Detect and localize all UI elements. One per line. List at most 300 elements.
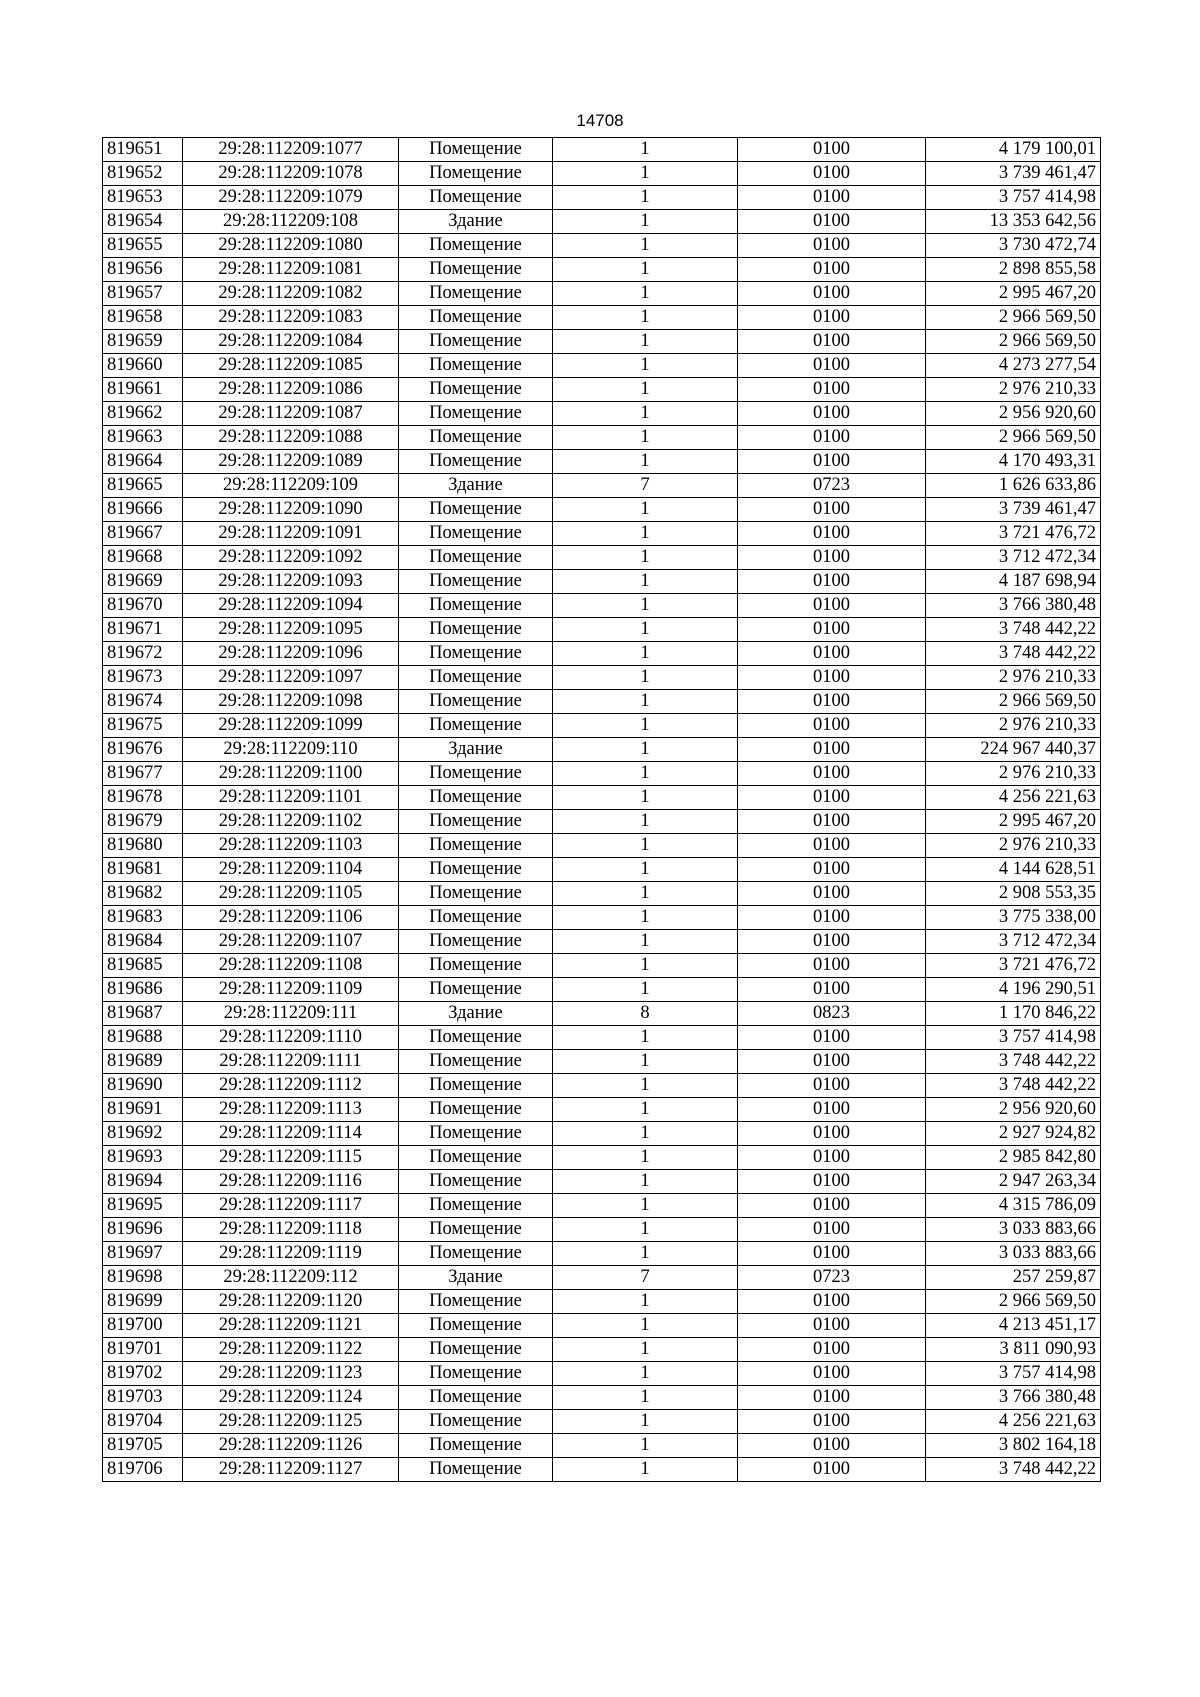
object-type-cell: Помещение xyxy=(399,1338,553,1362)
table-row xyxy=(103,1314,1101,1338)
group-cell: 1 xyxy=(553,1074,738,1098)
object-type-cell: Помещение xyxy=(399,1050,553,1074)
cadastral-number-cell: 29:28:112209:1100 xyxy=(183,762,399,786)
cadastral-number-cell: 29:28:112209:1082 xyxy=(183,282,399,306)
table-body xyxy=(103,138,1101,1482)
cadastral-value-cell: 3 739 461,47 xyxy=(926,498,1101,522)
cadastral-number-cell: 29:28:112209:1107 xyxy=(183,930,399,954)
cadastral-value-cell: 2 976 210,33 xyxy=(926,378,1101,402)
group-cell: 1 xyxy=(553,810,738,834)
group-cell: 1 xyxy=(553,738,738,762)
cadastral-value-cell: 3 748 442,22 xyxy=(926,1458,1101,1482)
object-type-cell: Помещение xyxy=(399,1290,553,1314)
group-cell: 1 xyxy=(553,570,738,594)
group-cell: 1 xyxy=(553,690,738,714)
cadastral-value-cell: 3 748 442,22 xyxy=(926,642,1101,666)
table-row xyxy=(103,666,1101,690)
object-type-cell: Помещение xyxy=(399,1362,553,1386)
cadastral-value-cell: 3 748 442,22 xyxy=(926,1074,1101,1098)
code-cell: 0100 xyxy=(738,234,926,258)
row-number-cell: 819653 xyxy=(103,186,183,210)
object-type-cell: Помещение xyxy=(399,402,553,426)
object-type-cell: Помещение xyxy=(399,858,553,882)
cadastral-value-cell: 2 976 210,33 xyxy=(926,714,1101,738)
cadastral-number-cell: 29:28:112209:1087 xyxy=(183,402,399,426)
group-cell: 1 xyxy=(553,594,738,618)
code-cell: 0100 xyxy=(738,1050,926,1074)
code-cell: 0100 xyxy=(738,1242,926,1266)
cadastral-value-cell: 3 748 442,22 xyxy=(926,1050,1101,1074)
code-cell: 0100 xyxy=(738,762,926,786)
code-cell: 0100 xyxy=(738,690,926,714)
cadastral-value-cell: 3 757 414,98 xyxy=(926,1026,1101,1050)
cadastral-value-cell: 224 967 440,37 xyxy=(926,738,1101,762)
table-row xyxy=(103,546,1101,570)
row-number-cell: 819655 xyxy=(103,234,183,258)
row-number-cell: 819704 xyxy=(103,1410,183,1434)
table-row xyxy=(103,810,1101,834)
code-cell: 0100 xyxy=(738,1410,926,1434)
table-row xyxy=(103,330,1101,354)
group-cell: 1 xyxy=(553,306,738,330)
cadastral-number-cell: 29:28:112209:1120 xyxy=(183,1290,399,1314)
object-type-cell: Помещение xyxy=(399,1074,553,1098)
row-number-cell: 819669 xyxy=(103,570,183,594)
object-type-cell: Помещение xyxy=(399,522,553,546)
code-cell: 0100 xyxy=(738,1026,926,1050)
table-row xyxy=(103,402,1101,426)
cadastral-number-cell: 29:28:112209:1126 xyxy=(183,1434,399,1458)
cadastral-value-cell: 3 757 414,98 xyxy=(926,1362,1101,1386)
group-cell: 1 xyxy=(553,282,738,306)
group-cell: 1 xyxy=(553,858,738,882)
cadastral-number-cell: 29:28:112209:1113 xyxy=(183,1098,399,1122)
cadastral-number-cell: 29:28:112209:1077 xyxy=(183,138,399,162)
code-cell: 0100 xyxy=(738,450,926,474)
cadastral-number-cell: 29:28:112209:1094 xyxy=(183,594,399,618)
cadastral-number-cell: 29:28:112209:1086 xyxy=(183,378,399,402)
object-type-cell: Помещение xyxy=(399,594,553,618)
code-cell: 0100 xyxy=(738,618,926,642)
object-type-cell: Помещение xyxy=(399,1458,553,1482)
row-number-cell: 819661 xyxy=(103,378,183,402)
code-cell: 0100 xyxy=(738,426,926,450)
cadastral-number-cell: 29:28:112209:112 xyxy=(183,1266,399,1290)
group-cell: 1 xyxy=(553,954,738,978)
cadastral-number-cell: 29:28:112209:1097 xyxy=(183,666,399,690)
object-type-cell: Помещение xyxy=(399,498,553,522)
cadastral-number-cell: 29:28:112209:1117 xyxy=(183,1194,399,1218)
row-number-cell: 819692 xyxy=(103,1122,183,1146)
group-cell: 1 xyxy=(553,1386,738,1410)
row-number-cell: 819689 xyxy=(103,1050,183,1074)
object-type-cell: Помещение xyxy=(399,354,553,378)
cadastral-number-cell: 29:28:112209:1121 xyxy=(183,1314,399,1338)
object-type-cell: Помещение xyxy=(399,1434,553,1458)
row-number-cell: 819657 xyxy=(103,282,183,306)
group-cell: 1 xyxy=(553,1458,738,1482)
table-row xyxy=(103,1338,1101,1362)
row-number-cell: 819685 xyxy=(103,954,183,978)
code-cell: 0100 xyxy=(738,138,926,162)
object-type-cell: Помещение xyxy=(399,1386,553,1410)
cadastral-number-cell: 29:28:112209:1088 xyxy=(183,426,399,450)
cadastral-number-cell: 29:28:112209:110 xyxy=(183,738,399,762)
code-cell: 0100 xyxy=(738,546,926,570)
cadastral-value-cell: 2 956 920,60 xyxy=(926,1098,1101,1122)
row-number-cell: 819680 xyxy=(103,834,183,858)
cadastral-value-cell: 3 739 461,47 xyxy=(926,162,1101,186)
object-type-cell: Помещение xyxy=(399,450,553,474)
object-type-cell: Помещение xyxy=(399,954,553,978)
object-type-cell: Помещение xyxy=(399,1170,553,1194)
code-cell: 0100 xyxy=(738,930,926,954)
row-number-cell: 819651 xyxy=(103,138,183,162)
code-cell: 0100 xyxy=(738,666,926,690)
group-cell: 1 xyxy=(553,210,738,234)
group-cell: 1 xyxy=(553,1242,738,1266)
table-row xyxy=(103,1458,1101,1482)
table-row xyxy=(103,1050,1101,1074)
row-number-cell: 819686 xyxy=(103,978,183,1002)
group-cell: 1 xyxy=(553,546,738,570)
object-type-cell: Помещение xyxy=(399,786,553,810)
object-type-cell: Помещение xyxy=(399,234,553,258)
table-row xyxy=(103,882,1101,906)
row-number-cell: 819679 xyxy=(103,810,183,834)
row-number-cell: 819699 xyxy=(103,1290,183,1314)
cadastral-value-cell: 4 187 698,94 xyxy=(926,570,1101,594)
code-cell: 0100 xyxy=(738,1362,926,1386)
object-type-cell: Помещение xyxy=(399,282,553,306)
code-cell: 0100 xyxy=(738,738,926,762)
group-cell: 1 xyxy=(553,1050,738,1074)
row-number-cell: 819695 xyxy=(103,1194,183,1218)
row-number-cell: 819670 xyxy=(103,594,183,618)
row-number-cell: 819688 xyxy=(103,1026,183,1050)
cadastral-value-cell: 2 908 553,35 xyxy=(926,882,1101,906)
row-number-cell: 819703 xyxy=(103,1386,183,1410)
table-row xyxy=(103,738,1101,762)
table-row xyxy=(103,426,1101,450)
cadastral-value-cell: 3 748 442,22 xyxy=(926,618,1101,642)
object-type-cell: Помещение xyxy=(399,690,553,714)
cadastral-value-cell: 3 766 380,48 xyxy=(926,1386,1101,1410)
code-cell: 0100 xyxy=(738,1338,926,1362)
code-cell: 0100 xyxy=(738,1170,926,1194)
code-cell: 0100 xyxy=(738,1098,926,1122)
object-type-cell: Помещение xyxy=(399,1242,553,1266)
code-cell: 0100 xyxy=(738,282,926,306)
table-row xyxy=(103,1362,1101,1386)
page-number: 14708 xyxy=(576,111,624,130)
row-number-cell: 819677 xyxy=(103,762,183,786)
object-type-cell: Помещение xyxy=(399,618,553,642)
cadastral-number-cell: 29:28:112209:1102 xyxy=(183,810,399,834)
group-cell: 1 xyxy=(553,930,738,954)
table-row xyxy=(103,1242,1101,1266)
object-type-cell: Помещение xyxy=(399,1098,553,1122)
cadastral-value-cell: 2 966 569,50 xyxy=(926,1290,1101,1314)
row-number-cell: 819666 xyxy=(103,498,183,522)
object-type-cell: Помещение xyxy=(399,330,553,354)
table-row xyxy=(103,1122,1101,1146)
cadastral-value-cell: 4 256 221,63 xyxy=(926,786,1101,810)
object-type-cell: Помещение xyxy=(399,426,553,450)
code-cell: 0100 xyxy=(738,858,926,882)
row-number-cell: 819652 xyxy=(103,162,183,186)
row-number-cell: 819676 xyxy=(103,738,183,762)
code-cell: 0100 xyxy=(738,1146,926,1170)
code-cell: 0100 xyxy=(738,162,926,186)
object-type-cell: Помещение xyxy=(399,642,553,666)
object-type-cell: Помещение xyxy=(399,810,553,834)
row-number-cell: 819687 xyxy=(103,1002,183,1026)
row-number-cell: 819658 xyxy=(103,306,183,330)
row-number-cell: 819678 xyxy=(103,786,183,810)
code-cell: 0100 xyxy=(738,1074,926,1098)
table-row xyxy=(103,234,1101,258)
group-cell: 1 xyxy=(553,618,738,642)
table-row xyxy=(103,1218,1101,1242)
cadastral-number-cell: 29:28:112209:111 xyxy=(183,1002,399,1026)
code-cell: 0100 xyxy=(738,714,926,738)
cadastral-value-cell: 4 144 628,51 xyxy=(926,858,1101,882)
table-row xyxy=(103,1002,1101,1026)
cadastral-value-cell: 3 757 414,98 xyxy=(926,186,1101,210)
cadastral-value-cell: 3 712 472,34 xyxy=(926,546,1101,570)
row-number-cell: 819674 xyxy=(103,690,183,714)
cadastral-value-cell: 4 315 786,09 xyxy=(926,1194,1101,1218)
cadastral-number-cell: 29:28:112209:1123 xyxy=(183,1362,399,1386)
code-cell: 0100 xyxy=(738,1434,926,1458)
cadastral-value-cell: 2 976 210,33 xyxy=(926,666,1101,690)
group-cell: 1 xyxy=(553,762,738,786)
group-cell: 1 xyxy=(553,666,738,690)
group-cell: 1 xyxy=(553,1146,738,1170)
cadastral-number-cell: 29:28:112209:1092 xyxy=(183,546,399,570)
cadastral-number-cell: 29:28:112209:1079 xyxy=(183,186,399,210)
cadastral-value-cell: 2 976 210,33 xyxy=(926,762,1101,786)
row-number-cell: 819698 xyxy=(103,1266,183,1290)
group-cell: 1 xyxy=(553,978,738,1002)
row-number-cell: 819664 xyxy=(103,450,183,474)
row-number-cell: 819654 xyxy=(103,210,183,234)
cadastral-value-cell: 3 712 472,34 xyxy=(926,930,1101,954)
object-type-cell: Помещение xyxy=(399,1314,553,1338)
code-cell: 0100 xyxy=(738,810,926,834)
cadastral-number-cell: 29:28:112209:1105 xyxy=(183,882,399,906)
group-cell: 1 xyxy=(553,1434,738,1458)
group-cell: 1 xyxy=(553,522,738,546)
row-number-cell: 819681 xyxy=(103,858,183,882)
table-row xyxy=(103,858,1101,882)
group-cell: 1 xyxy=(553,906,738,930)
row-number-cell: 819667 xyxy=(103,522,183,546)
code-cell: 0100 xyxy=(738,354,926,378)
cadastral-number-cell: 29:28:112209:1093 xyxy=(183,570,399,594)
object-type-cell: Помещение xyxy=(399,882,553,906)
cadastral-number-cell: 29:28:112209:1119 xyxy=(183,1242,399,1266)
code-cell: 0100 xyxy=(738,978,926,1002)
group-cell: 1 xyxy=(553,882,738,906)
cadastral-value-cell: 4 170 493,31 xyxy=(926,450,1101,474)
object-type-cell: Помещение xyxy=(399,978,553,1002)
cadastral-number-cell: 29:28:112209:1091 xyxy=(183,522,399,546)
group-cell: 1 xyxy=(553,1362,738,1386)
row-number-cell: 819690 xyxy=(103,1074,183,1098)
cadastral-number-cell: 29:28:112209:1080 xyxy=(183,234,399,258)
cadastral-number-cell: 29:28:112209:1090 xyxy=(183,498,399,522)
group-cell: 1 xyxy=(553,1170,738,1194)
group-cell: 1 xyxy=(553,1314,738,1338)
row-number-cell: 819697 xyxy=(103,1242,183,1266)
table-row xyxy=(103,306,1101,330)
table-row xyxy=(103,474,1101,498)
object-type-cell: Помещение xyxy=(399,138,553,162)
cadastral-number-cell: 29:28:112209:1127 xyxy=(183,1458,399,1482)
row-number-cell: 819671 xyxy=(103,618,183,642)
code-cell: 0100 xyxy=(738,1218,926,1242)
group-cell: 7 xyxy=(553,474,738,498)
table-row xyxy=(103,1434,1101,1458)
group-cell: 1 xyxy=(553,786,738,810)
cadastral-value-cell: 2 927 924,82 xyxy=(926,1122,1101,1146)
table-row xyxy=(103,498,1101,522)
code-cell: 0100 xyxy=(738,498,926,522)
object-type-cell: Помещение xyxy=(399,546,553,570)
code-cell: 0100 xyxy=(738,1194,926,1218)
group-cell: 1 xyxy=(553,330,738,354)
table-row xyxy=(103,570,1101,594)
cadastral-value-cell: 3 802 164,18 xyxy=(926,1434,1101,1458)
group-cell: 1 xyxy=(553,834,738,858)
group-cell: 1 xyxy=(553,1122,738,1146)
code-cell: 0100 xyxy=(738,522,926,546)
cadastral-number-cell: 29:28:112209:1115 xyxy=(183,1146,399,1170)
cadastral-value-cell: 3 766 380,48 xyxy=(926,594,1101,618)
cadastral-value-cell: 1 170 846,22 xyxy=(926,1002,1101,1026)
table-row xyxy=(103,354,1101,378)
object-type-cell: Здание xyxy=(399,1266,553,1290)
code-cell: 0100 xyxy=(738,570,926,594)
object-type-cell: Помещение xyxy=(399,1122,553,1146)
group-cell: 1 xyxy=(553,1338,738,1362)
object-type-cell: Помещение xyxy=(399,306,553,330)
object-type-cell: Помещение xyxy=(399,258,553,282)
table-row xyxy=(103,690,1101,714)
cadastral-number-cell: 29:28:112209:1099 xyxy=(183,714,399,738)
group-cell: 1 xyxy=(553,234,738,258)
cadastral-value-table xyxy=(102,137,1101,1482)
table-row xyxy=(103,138,1101,162)
object-type-cell: Помещение xyxy=(399,162,553,186)
table-row xyxy=(103,594,1101,618)
row-number-cell: 819684 xyxy=(103,930,183,954)
cadastral-number-cell: 29:28:112209:1108 xyxy=(183,954,399,978)
group-cell: 1 xyxy=(553,138,738,162)
group-cell: 1 xyxy=(553,1410,738,1434)
group-cell: 1 xyxy=(553,186,738,210)
code-cell: 0100 xyxy=(738,1386,926,1410)
code-cell: 0100 xyxy=(738,786,926,810)
code-cell: 0100 xyxy=(738,1290,926,1314)
cadastral-number-cell: 29:28:112209:1104 xyxy=(183,858,399,882)
cadastral-value-cell: 3 721 476,72 xyxy=(926,522,1101,546)
cadastral-value-cell: 257 259,87 xyxy=(926,1266,1101,1290)
row-number-cell: 819660 xyxy=(103,354,183,378)
row-number-cell: 819696 xyxy=(103,1218,183,1242)
row-number-cell: 819702 xyxy=(103,1362,183,1386)
table-row xyxy=(103,762,1101,786)
code-cell: 0100 xyxy=(738,834,926,858)
code-cell: 0100 xyxy=(738,306,926,330)
row-number-cell: 819694 xyxy=(103,1170,183,1194)
table-row xyxy=(103,1290,1101,1314)
code-cell: 0100 xyxy=(738,210,926,234)
row-number-cell: 819665 xyxy=(103,474,183,498)
row-number-cell: 819675 xyxy=(103,714,183,738)
cadastral-number-cell: 29:28:112209:1122 xyxy=(183,1338,399,1362)
object-type-cell: Помещение xyxy=(399,570,553,594)
code-cell: 0100 xyxy=(738,1314,926,1338)
cadastral-value-cell: 3 721 476,72 xyxy=(926,954,1101,978)
table-row xyxy=(103,1146,1101,1170)
cadastral-number-cell: 29:28:112209:1078 xyxy=(183,162,399,186)
row-number-cell: 819705 xyxy=(103,1434,183,1458)
object-type-cell: Помещение xyxy=(399,1146,553,1170)
table-row xyxy=(103,786,1101,810)
table-row xyxy=(103,186,1101,210)
code-cell: 0100 xyxy=(738,954,926,978)
object-type-cell: Помещение xyxy=(399,930,553,954)
group-cell: 1 xyxy=(553,258,738,282)
object-type-cell: Здание xyxy=(399,210,553,234)
object-type-cell: Помещение xyxy=(399,1194,553,1218)
cadastral-number-cell: 29:28:112209:1106 xyxy=(183,906,399,930)
cadastral-value-cell: 3 775 338,00 xyxy=(926,906,1101,930)
group-cell: 1 xyxy=(553,378,738,402)
cadastral-value-cell: 2 995 467,20 xyxy=(926,810,1101,834)
code-cell: 0100 xyxy=(738,594,926,618)
cadastral-number-cell: 29:28:112209:1116 xyxy=(183,1170,399,1194)
table-row xyxy=(103,378,1101,402)
group-cell: 1 xyxy=(553,402,738,426)
code-cell: 0100 xyxy=(738,258,926,282)
group-cell: 1 xyxy=(553,1218,738,1242)
cadastral-value-cell: 2 966 569,50 xyxy=(926,330,1101,354)
code-cell: 0723 xyxy=(738,1266,926,1290)
group-cell: 7 xyxy=(553,1266,738,1290)
group-cell: 1 xyxy=(553,1098,738,1122)
cadastral-number-cell: 29:28:112209:1125 xyxy=(183,1410,399,1434)
table-row xyxy=(103,618,1101,642)
row-number-cell: 819672 xyxy=(103,642,183,666)
cadastral-value-cell: 4 213 451,17 xyxy=(926,1314,1101,1338)
cadastral-number-cell: 29:28:112209:1096 xyxy=(183,642,399,666)
code-cell: 0100 xyxy=(738,186,926,210)
group-cell: 1 xyxy=(553,450,738,474)
table-row xyxy=(103,1074,1101,1098)
table-row xyxy=(103,282,1101,306)
object-type-cell: Здание xyxy=(399,738,553,762)
cadastral-number-cell: 29:28:112209:1111 xyxy=(183,1050,399,1074)
table-row xyxy=(103,162,1101,186)
group-cell: 8 xyxy=(553,1002,738,1026)
cadastral-value-cell: 2 995 467,20 xyxy=(926,282,1101,306)
cadastral-number-cell: 29:28:112209:1085 xyxy=(183,354,399,378)
cadastral-number-cell: 29:28:112209:1089 xyxy=(183,450,399,474)
